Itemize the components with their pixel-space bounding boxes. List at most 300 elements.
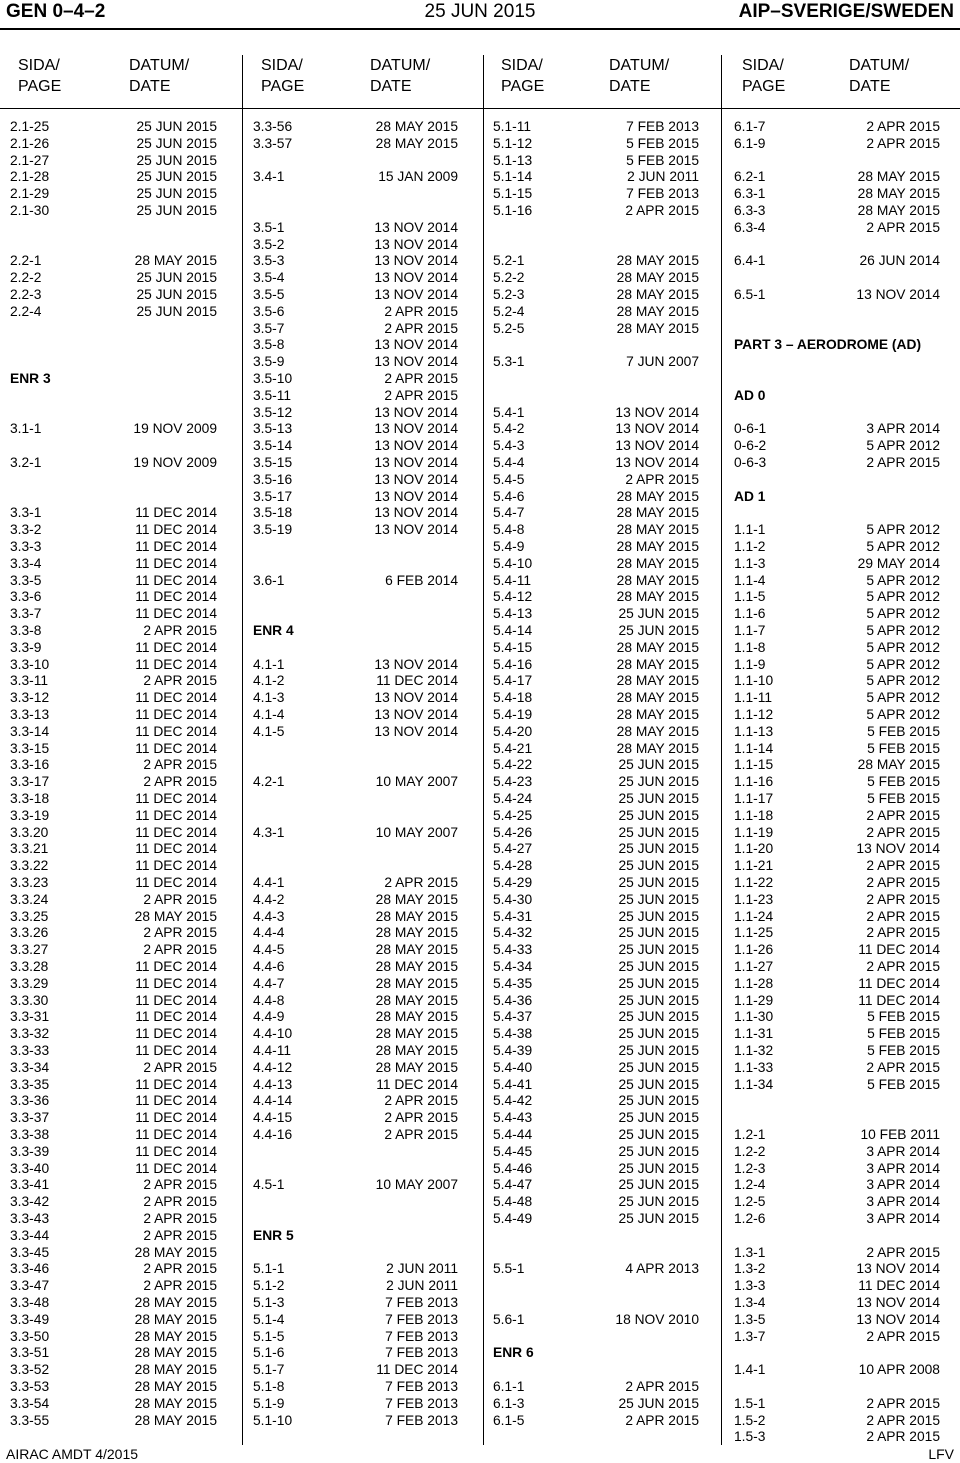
checklist-row: [10, 1109, 217, 1126]
checklist-row: [493, 756, 699, 773]
checklist-row: [253, 320, 458, 337]
effective-date: 5 FEB 2015: [867, 791, 940, 806]
effective-date: 13 NOV 2014: [374, 236, 458, 252]
checklist-row: [493, 992, 699, 1009]
page-number: 3.3-48: [10, 1295, 50, 1310]
effective-date: 7 FEB 2013: [626, 119, 699, 134]
page-number: 5.4-25: [493, 807, 533, 823]
page-number: 3.3-11: [10, 673, 49, 689]
page-number: 3.3-32: [10, 1026, 50, 1042]
effective-date: 2 APR 2015: [143, 891, 217, 907]
page-number: 5.1-8: [253, 1379, 285, 1394]
effective-date: 13 NOV 2014: [374, 219, 458, 235]
checklist-row: [253, 891, 458, 908]
effective-date: 25 JUN 2015: [136, 287, 217, 302]
checklist-row: [10, 992, 217, 1009]
checklist-row: [10, 605, 217, 622]
page-number: 0-6-2: [734, 438, 767, 454]
page-number: 1.5-3: [734, 1429, 766, 1445]
effective-date: 13 NOV 2014: [374, 522, 458, 538]
checklist-row: [493, 1008, 699, 1025]
effective-date: 25 JUN 2015: [618, 992, 699, 1008]
page-number: 0-6-1: [734, 421, 767, 437]
checklist-row: [253, 420, 458, 437]
effective-date: 7 FEB 2013: [385, 1311, 458, 1327]
checklist-row: [493, 404, 699, 421]
page-number: 3.3-5: [10, 572, 42, 588]
page-number: 5.4-20: [493, 723, 533, 739]
effective-date: 2 APR 2015: [866, 858, 940, 874]
column-header-rule: [0, 108, 960, 109]
page-number: 5.4-4: [493, 455, 525, 470]
checklist-row: [493, 488, 699, 505]
checklist-row: [734, 1311, 940, 1328]
checklist-row: [253, 1042, 458, 1059]
checklist-row: [253, 1176, 458, 1193]
effective-date: 5 FEB 2015: [626, 152, 699, 168]
checklist-row: [734, 773, 940, 790]
checklist-row: [493, 202, 699, 219]
checklist-row: [493, 941, 699, 958]
checklist-row: [493, 1126, 699, 1143]
page-number: 1.1-29: [734, 992, 774, 1008]
effective-date: 28 MAY 2015: [616, 589, 699, 605]
effective-date: 11 DEC 2014: [135, 606, 217, 622]
page-number: 3.5-5: [253, 287, 285, 302]
effective-date: 11 DEC 2014: [135, 1009, 217, 1025]
checklist-row: [493, 269, 699, 286]
page-number: 1.1-21: [734, 858, 774, 874]
effective-date: 28 MAY 2015: [375, 1009, 458, 1025]
checklist-row: [493, 672, 699, 689]
checklist-row: [10, 941, 217, 958]
effective-date: 15 JAN 2009: [378, 169, 458, 185]
page-number: 3.3-35: [10, 1076, 50, 1092]
page-number: 1.1-9: [734, 656, 766, 672]
page-number: 1.1-33: [734, 1059, 774, 1075]
effective-date: 28 MAY 2015: [616, 723, 699, 739]
page-number: ENR 4: [253, 623, 294, 638]
effective-date: 2 APR 2015: [866, 891, 940, 907]
effective-date: 28 MAY 2015: [616, 639, 699, 655]
page-number: 3.3-1: [10, 505, 42, 521]
checklist-row: [253, 958, 458, 975]
checklist-row: [493, 320, 699, 337]
checklist-row: [493, 437, 699, 454]
checklist-row: [493, 1092, 699, 1109]
page-number: 5.1-5: [253, 1328, 285, 1344]
page-number: 3.3-4: [10, 555, 42, 571]
checklist-row: [10, 622, 217, 639]
page-number: 6.1-3: [493, 1395, 525, 1411]
checklist-row: [253, 521, 458, 538]
page-number: 5.2-5: [493, 320, 525, 336]
page-number: 1.1-13: [734, 723, 774, 739]
effective-date: 25 JUN 2015: [618, 606, 699, 622]
page-number: 5.4-6: [493, 488, 525, 504]
checklist-row: [10, 1412, 217, 1429]
checklist-row: [253, 236, 458, 253]
page-number: 1.1-17: [734, 791, 774, 806]
effective-date: 28 MAY 2015: [616, 253, 699, 269]
page-number: 3.3-40: [10, 1160, 50, 1176]
effective-date: 5 APR 2012: [866, 690, 940, 706]
page-number: 3.3-54: [10, 1395, 50, 1411]
effective-date: 2 APR 2015: [625, 1412, 699, 1428]
effective-date: 13 NOV 2014: [374, 270, 458, 286]
effective-date: 28 MAY 2015: [375, 891, 458, 907]
page-number: 5.1-1: [253, 1261, 285, 1277]
effective-date: 2 APR 2015: [866, 219, 940, 235]
checklist-row: [734, 1395, 940, 1412]
checklist-row: [10, 1227, 217, 1244]
checklist-row: [734, 1210, 940, 1227]
checklist-row: [734, 941, 940, 958]
effective-date: 2 APR 2015: [625, 471, 699, 487]
checklist-row: [493, 656, 699, 673]
checklist-row: [10, 756, 217, 773]
effective-date: 11 DEC 2014: [376, 673, 458, 689]
page-column-label: SIDA/ PAGE: [261, 57, 305, 95]
page-number: 3.3-36: [10, 1093, 50, 1109]
effective-date: 13 NOV 2014: [374, 337, 458, 353]
page-number: 5.4-22: [493, 757, 533, 773]
page-number: 5.4-35: [493, 975, 533, 991]
checklist-row: [10, 975, 217, 992]
effective-date: 28 MAY 2015: [857, 757, 940, 773]
checklist-row: [734, 1412, 940, 1429]
page-number: 5.4-9: [493, 539, 525, 554]
checklist-row: [734, 756, 940, 773]
checklist-row: [253, 723, 458, 740]
checklist-row: [253, 1328, 458, 1345]
page-number: 1.1-32: [734, 1043, 774, 1058]
page-number: 4.1-2: [253, 673, 285, 689]
page-number: 3.5-10: [253, 371, 293, 386]
checklist-row: [734, 1143, 940, 1160]
effective-date: 28 MAY 2015: [134, 1328, 217, 1344]
checklist-row: [253, 1294, 458, 1311]
page-number: 3.3.20: [10, 824, 49, 840]
checklist-row: [10, 639, 217, 656]
effective-date: 25 JUN 2015: [618, 1177, 699, 1193]
checklist-row: [10, 840, 217, 857]
checklist-row: [493, 135, 699, 152]
checklist-row: [734, 740, 940, 757]
page-number: 3.3-50: [10, 1328, 50, 1344]
page-number: 5.1-2: [253, 1278, 285, 1294]
page-number: 1.1-30: [734, 1009, 774, 1025]
page-number: 5.4-26: [493, 824, 533, 840]
effective-date: 28 MAY 2015: [375, 1043, 458, 1058]
effective-date: 28 MAY 2015: [616, 303, 699, 319]
effective-date: 5 APR 2012: [866, 572, 940, 588]
checklist-row: [10, 1244, 217, 1261]
effective-date: 28 MAY 2015: [616, 707, 699, 722]
checklist-row: [493, 1395, 699, 1412]
header-rule: [0, 28, 960, 30]
checklist-row: [253, 404, 458, 421]
page-number: 4.4-12: [253, 1059, 293, 1075]
page-number: 2.1-30: [10, 203, 50, 218]
checklist-row: [493, 639, 699, 656]
page-number: 5.4-18: [493, 690, 533, 706]
page-number: 5.4-47: [493, 1177, 533, 1193]
page-number: 3.3-51: [10, 1345, 50, 1361]
checklist-row: [734, 219, 940, 236]
checklist-row: [493, 1193, 699, 1210]
checklist-row: [253, 252, 458, 269]
effective-date: 25 JUN 2015: [618, 623, 699, 638]
effective-date: 7 FEB 2013: [385, 1412, 458, 1428]
checklist-row: [10, 773, 217, 790]
page-number: 3.1-1: [10, 421, 42, 437]
page-number: 3.3-7: [10, 606, 42, 622]
checklist-row: [10, 504, 217, 521]
effective-date: 3 APR 2014: [866, 421, 940, 437]
page-number: 3.3-17: [10, 774, 50, 790]
checklist-row: [10, 1143, 217, 1160]
checklist-row: [493, 454, 699, 471]
checklist-row: [10, 1277, 217, 1294]
checklist-row: [253, 1059, 458, 1076]
checklist-row: [493, 588, 699, 605]
checklist-row: [734, 706, 940, 723]
effective-date: 25 JUN 2015: [618, 1110, 699, 1126]
checklist-row: [10, 1344, 217, 1361]
checklist-row: [734, 992, 940, 1009]
page-number: 6.3-4: [734, 219, 766, 235]
checklist-row: [493, 353, 699, 370]
checklist-row: [10, 1193, 217, 1210]
page-number: 3.3-33: [10, 1043, 50, 1058]
effective-date: 5 FEB 2015: [867, 1009, 940, 1025]
checklist-row: [10, 135, 217, 152]
effective-date: 11 DEC 2014: [858, 1278, 940, 1294]
checklist-row: [253, 1008, 458, 1025]
page-number: 4.4-13: [253, 1076, 293, 1092]
checklist-row: [734, 437, 940, 454]
checklist-row: [10, 1126, 217, 1143]
page-number: 4.4-10: [253, 1026, 293, 1042]
page-number: 1.2-5: [734, 1194, 766, 1210]
checklist-row: [493, 773, 699, 790]
checklist-row: [493, 790, 699, 807]
page-number: 3.5-9: [253, 354, 285, 370]
page-number: 6.2-1: [734, 169, 766, 185]
page-number: 3.5-15: [253, 455, 293, 470]
effective-date: 25 JUN 2015: [618, 891, 699, 907]
checklist-row: [493, 975, 699, 992]
checklist-row: [734, 1260, 940, 1277]
page-number: 1.3-5: [734, 1311, 766, 1327]
page-number: 4.4-4: [253, 925, 285, 941]
page-number: 3.3-37: [10, 1110, 50, 1126]
effective-date: 25 JUN 2015: [136, 270, 217, 286]
section-heading: [734, 336, 940, 353]
page-number: 2.2-3: [10, 287, 42, 302]
checklist-row: [10, 857, 217, 874]
header-page-ref: GEN 0–4–2: [6, 1, 106, 22]
page-number: 3.5-4: [253, 270, 285, 286]
page-number: 1.1-19: [734, 824, 774, 840]
checklist-row: [253, 672, 458, 689]
page-number: 5.4-2: [493, 421, 525, 437]
checklist-row: [734, 874, 940, 891]
effective-date: 10 MAY 2007: [375, 1177, 458, 1193]
effective-date: 11 DEC 2014: [135, 707, 217, 722]
page-number: 4.4-2: [253, 891, 285, 907]
page-number: 1.2-6: [734, 1211, 766, 1226]
page-number: 2.1-27: [10, 152, 50, 168]
checklist-row: [493, 622, 699, 639]
effective-date: 28 MAY 2015: [375, 942, 458, 958]
page-number: 5.4-45: [493, 1143, 533, 1159]
checklist-row: [253, 824, 458, 841]
effective-date: 2 APR 2015: [866, 1059, 940, 1075]
page-number: 6.1-1: [493, 1379, 525, 1394]
checklist-row: [493, 118, 699, 135]
checklist-row: [10, 1042, 217, 1059]
checklist-row: [10, 420, 217, 437]
effective-date: 5 APR 2012: [866, 539, 940, 554]
effective-date: 11 DEC 2014: [135, 1076, 217, 1092]
effective-date: 2 APR 2015: [143, 774, 217, 790]
page-number: 3.5-18: [253, 505, 293, 521]
page-number: 5.4-42: [493, 1093, 533, 1109]
checklist-row: [734, 807, 940, 824]
page-number: 5.4-32: [493, 925, 533, 941]
checklist-row: [493, 1042, 699, 1059]
checklist-row: [253, 471, 458, 488]
checklist-row: [493, 824, 699, 841]
effective-date: 11 DEC 2014: [135, 858, 217, 874]
effective-date: 2 APR 2015: [866, 1328, 940, 1344]
effective-date: 13 NOV 2014: [374, 656, 458, 672]
checklist-row: [493, 555, 699, 572]
effective-date: 25 JUN 2015: [618, 1194, 699, 1210]
checklist-row: [10, 706, 217, 723]
checklist-row: [10, 1294, 217, 1311]
page-number: 3.3-49: [10, 1311, 50, 1327]
checklist-row: [10, 1378, 217, 1395]
checklist-row: [734, 1025, 940, 1042]
page-number: 5.4-43: [493, 1110, 533, 1126]
page-number: 5.1-14: [493, 169, 533, 185]
effective-date: 2 APR 2015: [143, 1194, 217, 1210]
header-date: 25 JUN 2015: [424, 1, 536, 22]
checklist-row: [10, 269, 217, 286]
effective-date: 25 JUN 2015: [136, 119, 217, 134]
page-number: 3.3-16: [10, 757, 50, 773]
page-number: 3.2-1: [10, 455, 42, 470]
effective-date: 2 JUN 2011: [627, 169, 699, 185]
page-number: 5.1-3: [253, 1295, 285, 1310]
page-number: 1.1-28: [734, 975, 774, 991]
page-number: 5.4-41: [493, 1076, 533, 1092]
checklist-row: [493, 1076, 699, 1093]
effective-date: 28 MAY 2015: [616, 690, 699, 706]
page-number: 2.2-2: [10, 270, 42, 286]
effective-date: 11 DEC 2014: [135, 1160, 217, 1176]
page-number: 5.4-19: [493, 707, 533, 722]
page-number: 4.4-5: [253, 942, 285, 958]
checklist-row: [734, 975, 940, 992]
effective-date: 28 MAY 2015: [134, 1311, 217, 1327]
page-number: 3.3.21: [10, 841, 49, 857]
checklist-row: [10, 555, 217, 572]
checklist-row: [10, 689, 217, 706]
page-number: 5.1-4: [253, 1311, 285, 1327]
effective-date: 11 DEC 2014: [135, 824, 217, 840]
effective-date: 2 APR 2015: [384, 1110, 458, 1126]
effective-date: 2 APR 2015: [625, 203, 699, 218]
page-number: 1.1-31: [734, 1026, 774, 1042]
effective-date: 25 JUN 2015: [618, 908, 699, 924]
checklist-row: [734, 1176, 940, 1193]
checklist-row: [734, 958, 940, 975]
checklist-row: [253, 269, 458, 286]
checklist-row: [734, 790, 940, 807]
checklist-row: [253, 1277, 458, 1294]
page-number: 1.1-18: [734, 807, 774, 823]
effective-date: 2 JUN 2011: [386, 1278, 458, 1294]
effective-date: 11 DEC 2014: [376, 1362, 458, 1378]
page-number: 1.1-27: [734, 959, 774, 974]
effective-date: 2 APR 2015: [143, 623, 217, 638]
checklist-row: [734, 521, 940, 538]
column-divider: [483, 55, 484, 1445]
checklist-row: [10, 656, 217, 673]
page-number: 3.3.30: [10, 992, 49, 1008]
checklist-row: [10, 152, 217, 169]
page-number: 1.3-2: [734, 1261, 766, 1277]
checklist-row: [493, 1160, 699, 1177]
checklist-row: [734, 538, 940, 555]
checklist-row: [10, 1395, 217, 1412]
page-number: 5.2-4: [493, 303, 525, 319]
effective-date: 28 MAY 2015: [375, 135, 458, 151]
effective-date: 2 APR 2015: [866, 908, 940, 924]
page-number: 5.1-16: [493, 203, 533, 218]
effective-date: 11 DEC 2014: [135, 656, 217, 672]
page-number: 1.1-15: [734, 757, 774, 773]
effective-date: 13 NOV 2014: [856, 1295, 940, 1310]
effective-date: 3 APR 2014: [866, 1177, 940, 1193]
effective-date: 28 MAY 2015: [616, 740, 699, 756]
page-number: 1.3-4: [734, 1295, 766, 1310]
checklist-row: [253, 286, 458, 303]
checklist-row: [734, 857, 940, 874]
effective-date: 11 DEC 2014: [135, 959, 217, 974]
column-divider: [721, 55, 722, 1445]
page-number: 4.3-1: [253, 824, 285, 840]
checklist-row: [253, 975, 458, 992]
page-number: 5.4-28: [493, 858, 533, 874]
effective-date: 2 APR 2015: [866, 875, 940, 890]
page-number: 1.1-11: [734, 690, 773, 706]
effective-date: 11 DEC 2014: [135, 1127, 217, 1142]
effective-date: 11 DEC 2014: [858, 992, 940, 1008]
effective-date: 2 JUN 2011: [386, 1261, 458, 1277]
page-number: 3.5-11: [253, 387, 292, 403]
checklist-row: [10, 252, 217, 269]
checklist-row: [253, 488, 458, 505]
effective-date: 11 DEC 2014: [135, 875, 217, 890]
footer-amendment: AIRAC AMDT 4/2015: [6, 1446, 139, 1462]
checklist-row: [493, 840, 699, 857]
effective-date: 11 DEC 2014: [135, 723, 217, 739]
